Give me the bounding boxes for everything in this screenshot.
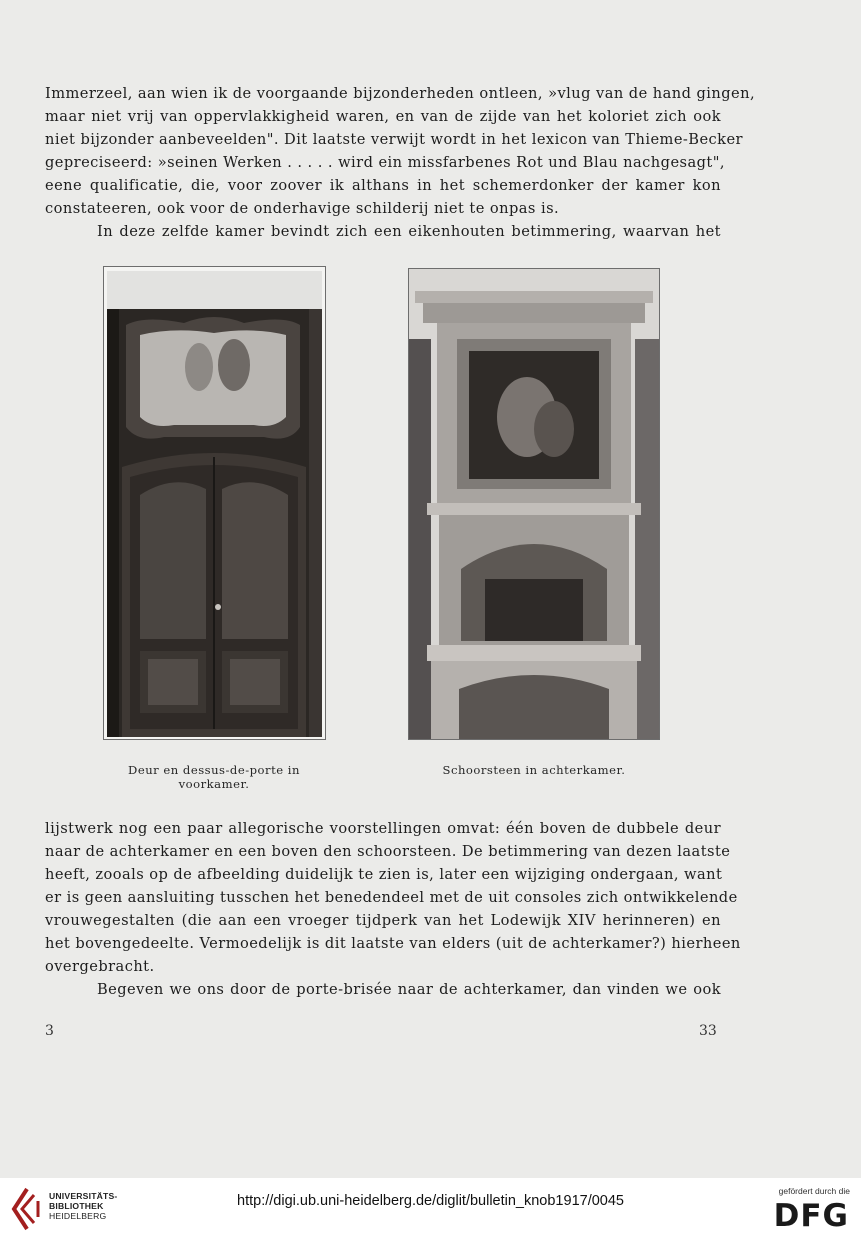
text-line: vrouwegestalten (die aan een vroeger tijdperk van het Lodewijk XIV herinneren) en [45,912,721,929]
library-name-line: UNIVERSITÄTS- [49,1191,118,1201]
caption-left [110,763,318,791]
text-line: eene qualificatie, die, voor zoover ik althans in het schemerdonker der kamer kon [45,177,721,194]
text-line: naar de achterkamer en een boven den schoorsteen. De betimmering van dezen laatste [45,843,731,860]
caption-right [410,763,658,777]
text-line: niet bijzonder aanbeveelden". Dit laatste verwijt wordt in het lexicon van Thieme-Becker [45,131,743,148]
fireplace-illustration [409,269,659,739]
page-number: 33 [699,1023,717,1039]
dfg-logo[interactable]: DFG [773,1198,849,1234]
viewer-footer [0,1178,861,1240]
text-line: er is geen aansluiting tusschen het benedendeel met de uit consoles zich ontwikkelende [45,889,738,906]
paragraph-bottom [45,817,741,1001]
text-line: lijstwerk nog een paar allegorische voorstellingen omvat: één boven de dubbele deur [45,820,721,837]
text-line: overgebracht. [45,958,155,975]
caption-right-line: Schoorsteen in achterkamer. [442,763,626,777]
signature-mark: 3 [45,1023,54,1039]
permalink-url[interactable]: http://digi.ub.uni-heidelberg.de/diglit/bulletin_knob1917/0045 [237,1193,624,1209]
paragraph-top [45,82,756,243]
photo-door-dessus-de-porte [103,266,326,740]
text-line: constateeren, ook voor de onderhavige schilderij niet te onpas is. [45,200,560,217]
caption-left-line: voorkamer. [178,777,250,791]
sponsor-label: gefördert durch die [778,1186,850,1196]
text-line: Immerzeel, aan wien ik de voorgaande bijzonderheden ontleen, »vlug van de hand gingen, [45,85,756,102]
text-line: het bovengedeelte. Vermoedelijk is dit laatste van elders (uit de achterkamer?) hierheen [45,935,741,952]
text-line: gepreciseerd: »seinen Werken . . . . . wird ein missfarbenes Rot und Blau nachgesagt", [45,154,725,171]
text-line: In deze zelfde kamer bevindt zich een eikenhouten betimmering, waarvan het [97,223,721,240]
photo-fireplace [408,268,660,740]
caption-left-line: Deur en dessus-de-porte in [128,763,300,777]
text-line: heeft, zooals op de afbeelding duidelijk te zien is, later een wijziging ondergaan, want [45,866,723,883]
library-name-line: HEIDELBERG [49,1211,107,1221]
text-line: Begeven we ons door de porte-brisée naar de achterkamer, dan vinden we ook [97,981,721,998]
door-illustration [104,267,325,739]
text-line: maar niet vrij van oppervlakkigheid waren, en van de zijde van het koloriet zich ook [45,108,721,125]
library-name-line: BIBLIOTHEK [49,1201,104,1211]
